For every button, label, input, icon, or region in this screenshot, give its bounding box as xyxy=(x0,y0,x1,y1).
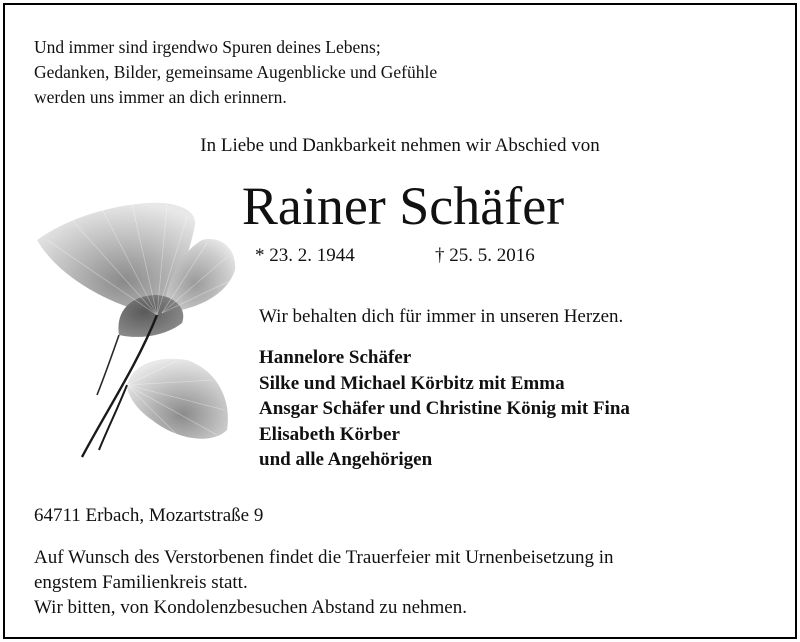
death-date: † 25. 5. 2016 xyxy=(435,245,535,266)
mourner: Silke und Michael Körbitz mit Emma xyxy=(259,372,565,394)
mourner: Ansgar Schäfer und Christine König mit Fina xyxy=(259,398,630,419)
heart-line: Wir behalten dich für immer in unseren Herzen. xyxy=(259,306,624,327)
mourner: Elisabeth Körber xyxy=(259,423,400,445)
birth-date: * 23. 2. 1944 xyxy=(255,245,355,266)
obituary-notice xyxy=(3,3,797,639)
motto-line: werden uns immer an dich erinnern. xyxy=(34,87,287,107)
farewell-intro: In Liebe und Dankbarkeit nehmen wir Abschied von xyxy=(200,135,600,156)
funeral-notice xyxy=(34,545,613,620)
address: 64711 Erbach, Mozartstraße 9 xyxy=(34,505,264,526)
mourner: Hannelore Schäfer xyxy=(259,347,412,368)
notice-line: Wir bitten, von Kondolenzbesuchen Abstand zu nehmen. xyxy=(34,597,467,618)
motto-line: Gedanken, Bilder, gemeinsame Augenblicke und Gefühle xyxy=(34,62,438,82)
deceased-name: Rainer Schäfer xyxy=(241,176,565,236)
motto-line: Und immer sind irgendwo Spuren deines Lebens; xyxy=(34,37,381,57)
notice-line: engstem Familienkreis statt. xyxy=(34,572,248,593)
ginkgo-leaves-icon xyxy=(27,195,242,475)
mourner: und alle Angehörigen xyxy=(259,449,433,470)
motto xyxy=(34,35,437,110)
mourners-list xyxy=(259,345,630,473)
notice-line: Auf Wunsch des Verstorbenen findet die Trauerfeier mit Urnenbeisetzung in xyxy=(34,547,614,568)
